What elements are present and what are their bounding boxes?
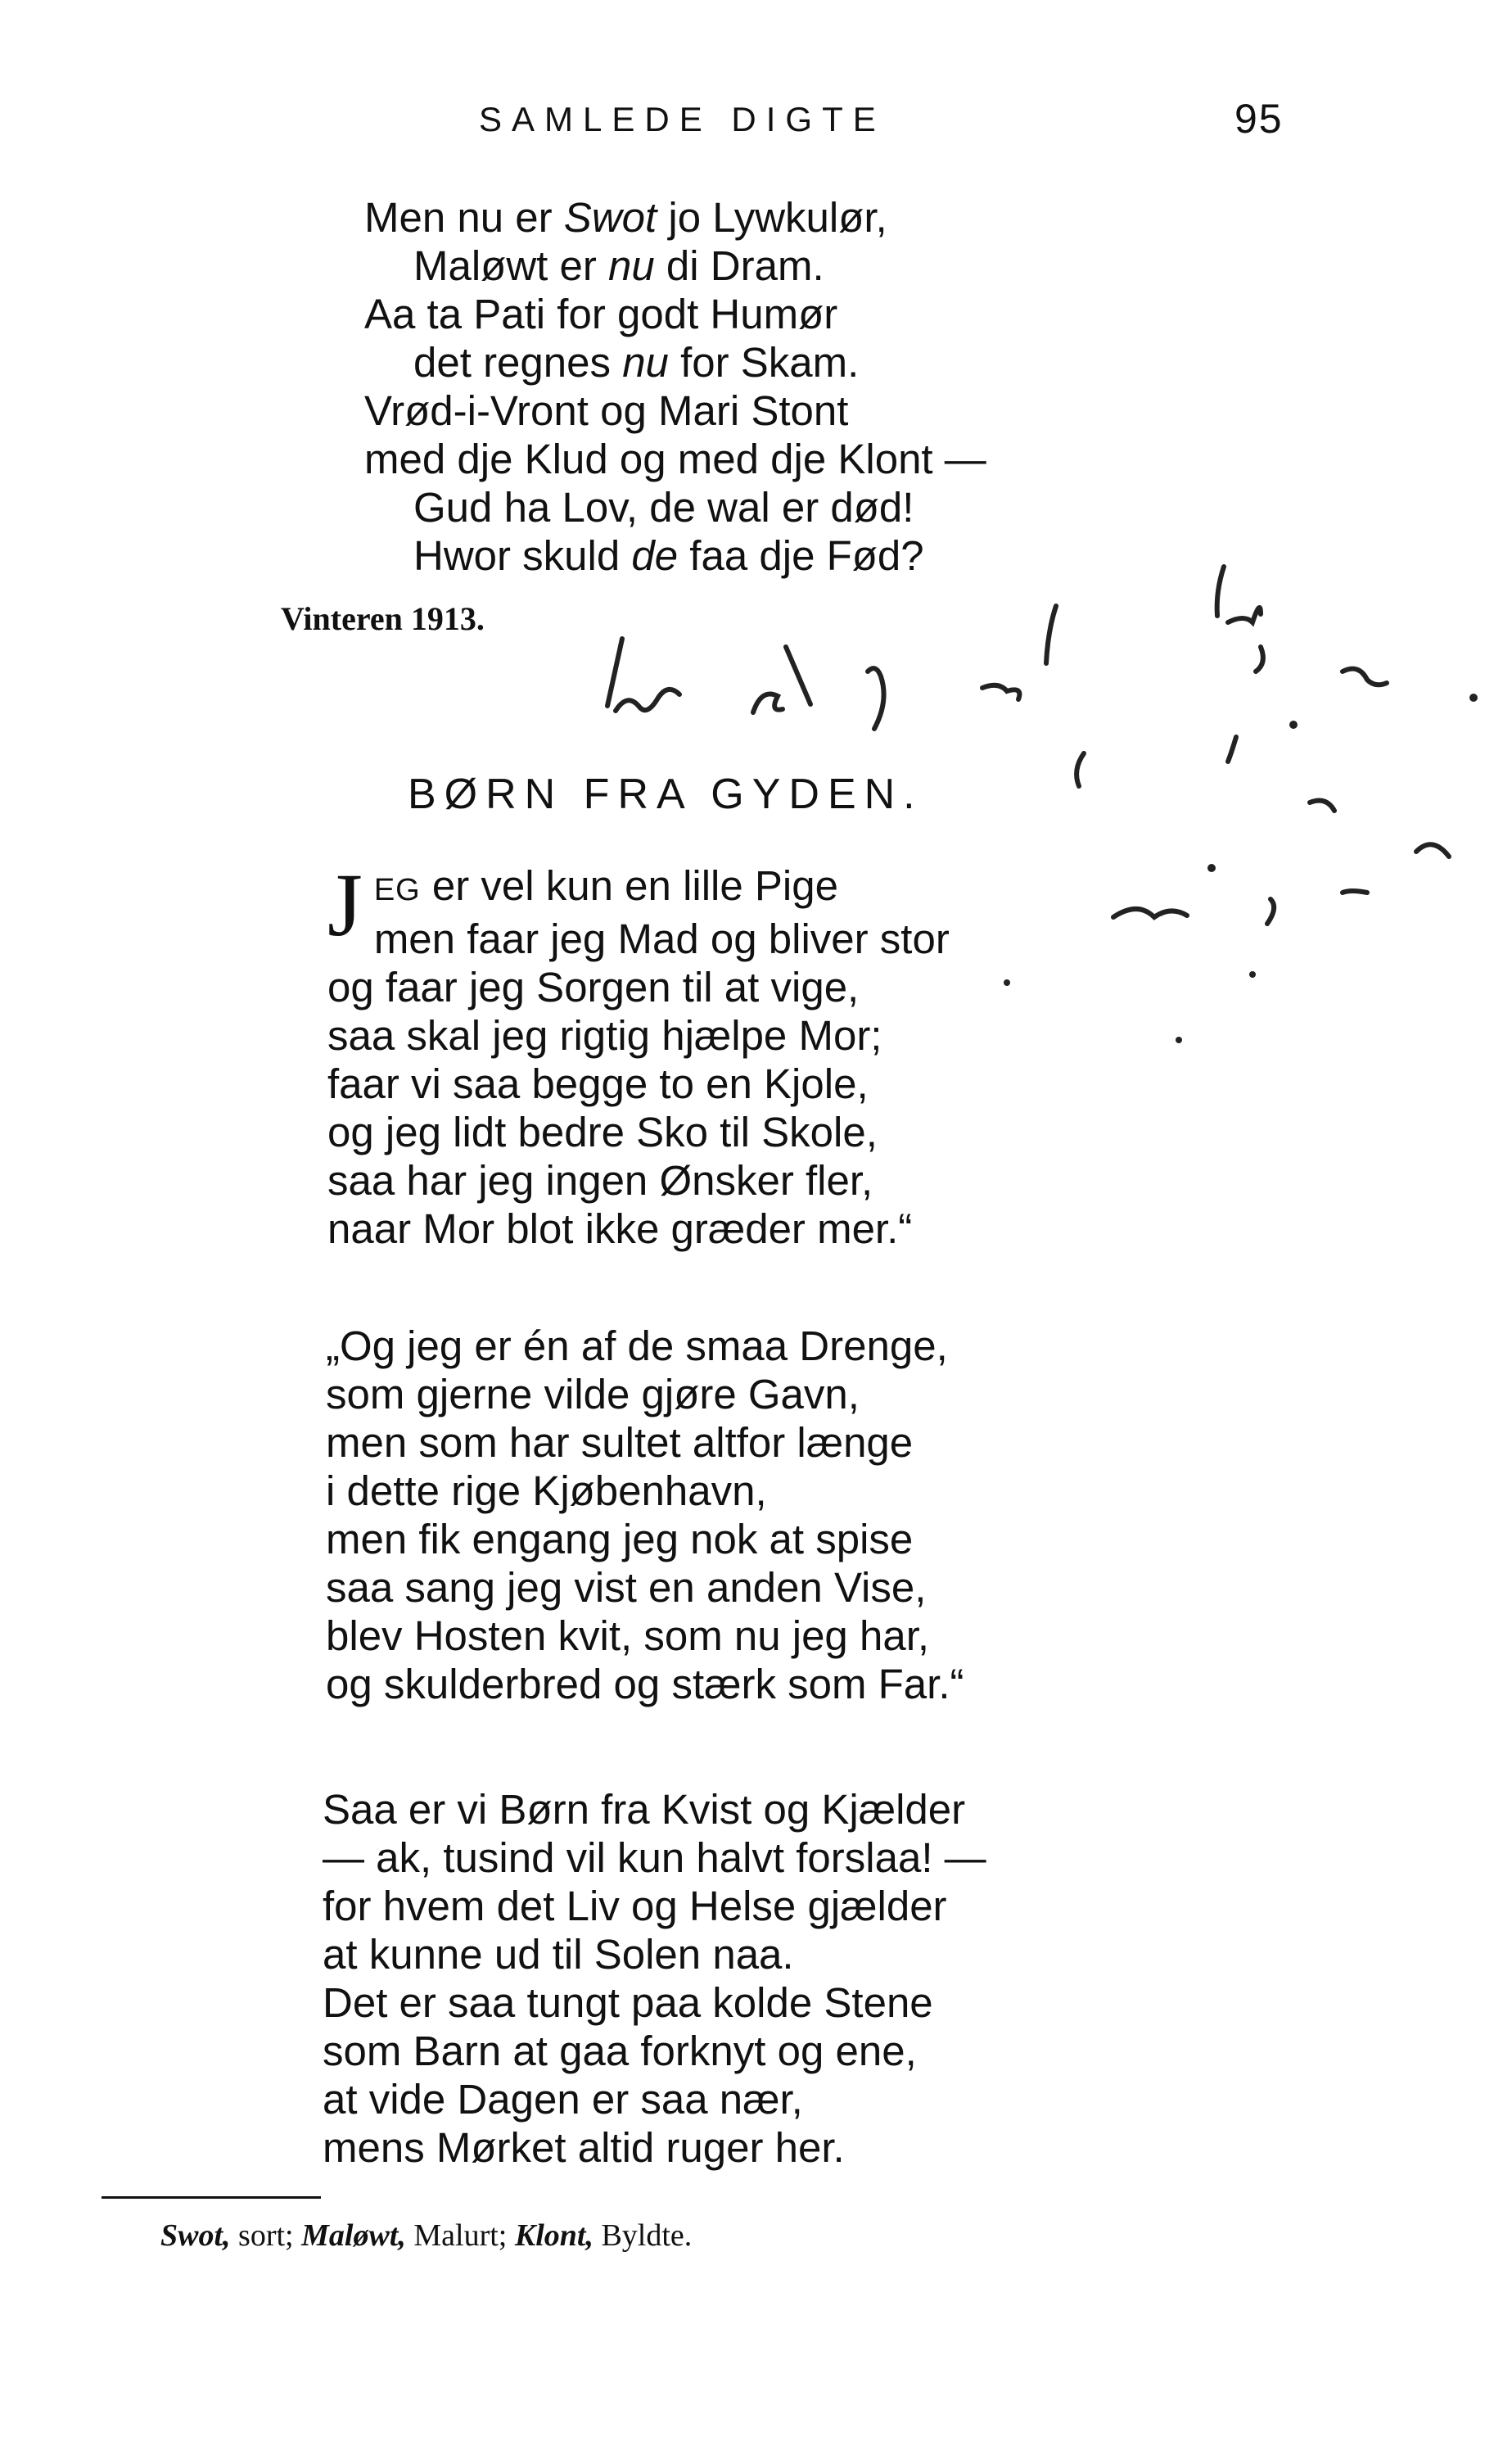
verse-line: Vrød-i-Vront og Mari Stont (364, 387, 849, 434)
poem-stanza-1 (327, 855, 950, 1253)
verse-line: Men nu er Swot jo Lywkulør, (364, 194, 887, 241)
verse-line: saa sang jeg vist en anden Vise, (326, 1564, 927, 1611)
poem-stanza-2 (326, 1322, 964, 1708)
verse-line: Saa er vi Børn fra Kvist og Kjælder (323, 1786, 966, 1833)
verse-line: men faar jeg Mad og bliver stor (373, 916, 950, 962)
poem-date: Vinteren 1913. (281, 600, 485, 637)
poem-title: BØRN FRA GYDEN. (408, 771, 923, 818)
verse-line: og faar jeg Sorgen til at vige, (327, 964, 860, 1011)
verse-line: EG er vel kun en lille Pige (373, 862, 838, 909)
footnote: Swot, sort; Maløwt, Malurt; Klont, Byldte. (160, 2218, 693, 2253)
verse-line: Aa ta Pati for godt Humør (364, 291, 838, 337)
verse-line: men som har sultet altfor længe (326, 1419, 914, 1466)
verse-line: mens Mørket altid ruger her. (323, 2124, 845, 2171)
verse-line: som Barn at gaa forknyt og ene, (323, 2028, 917, 2074)
verse-line: „Og jeg er én af de smaa Drenge, (326, 1322, 948, 1369)
verse-line: Gud ha Lov, de wal er død! (413, 484, 914, 531)
verse-line: at vide Dagen er saa nær, (323, 2076, 803, 2123)
verse-line: faar vi saa begge to en Kjole, (327, 1060, 869, 1107)
verse-line: for hvem det Liv og Helse gjælder (323, 1883, 947, 1929)
verse-line: blev Hosten kvit, som nu jeg har, (326, 1612, 930, 1659)
verse-line: saa har jeg ingen Ønsker fler, (327, 1157, 873, 1204)
poem-stanza-3 (323, 1785, 986, 2172)
verse-line: saa skal jeg rigtig hjælpe Mor; (327, 1012, 882, 1059)
drop-cap: J (327, 855, 363, 955)
verse-line: med dje Klud og med dje Klont — (364, 436, 986, 482)
footnote-rule (102, 2196, 321, 2199)
drop-cap-lines (327, 855, 950, 963)
verse-line: Maløwt er nu di Dram. (413, 242, 824, 289)
page-number: 95 (1234, 96, 1284, 142)
verse-line: at kunne ud til Solen naa. (323, 1931, 794, 1978)
verse-line: i dette rige Kjøbenhavn, (326, 1467, 767, 1514)
verse-line: naar Mor blot ikke græder mer.“ (327, 1205, 913, 1252)
verse-line: det regnes nu for Skam. (413, 339, 860, 386)
verse-line: men fik engang jeg nok at spise (326, 1516, 914, 1562)
running-title: SAMLEDE DIGTE (479, 100, 886, 138)
verse-line: — ak, tusind vil kun halvt forslaa! — (323, 1834, 986, 1881)
verse-line: som gjerne vilde gjøre Gavn, (326, 1371, 860, 1417)
verse-line: Hwor skuld de faa dje Fød? (413, 532, 924, 579)
verse-line: og skulderbred og stærk som Far.“ (326, 1661, 964, 1707)
verse-line: Det er saa tungt paa kolde Stene (323, 1979, 933, 2026)
verse-line: og jeg lidt bedre Sko til Skole, (327, 1109, 878, 1155)
